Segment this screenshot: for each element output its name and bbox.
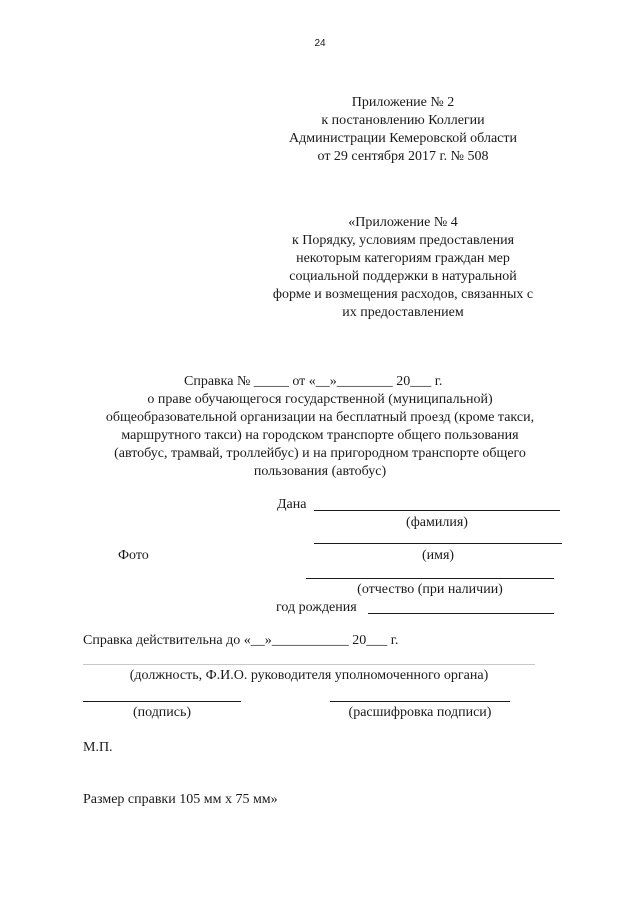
valid-until: Справка действительна до «__»___________ 20___ г. xyxy=(83,633,399,648)
appendix-4-line: социальной поддержки в натуральной xyxy=(289,269,517,284)
photo-label: Фото xyxy=(118,548,149,563)
appendix-4-line: к Порядку, условиям предоставления xyxy=(291,233,515,248)
appendix-2-block xyxy=(250,94,556,166)
patronymic-line xyxy=(306,578,554,579)
signature-line xyxy=(83,701,241,702)
surname-caption: (фамилия) xyxy=(406,515,468,530)
description-line: о праве обучающегося государственной (муниципальной) xyxy=(147,392,493,407)
appendix-4-line: некоторым категориям граждан мер xyxy=(296,251,510,266)
certificate-description xyxy=(60,391,580,481)
birth-year-label: год рождения xyxy=(276,600,357,615)
description-line: общеобразовательной организации на бесплатный проезд (кроме такси, xyxy=(105,410,535,425)
signature-caption: (подпись) xyxy=(132,705,192,720)
official-caption: (должность, Ф.И.О. руководителя уполномоченного органа) xyxy=(129,668,489,683)
name-line xyxy=(314,543,562,544)
signature-decode-line xyxy=(330,701,510,702)
appendix-4-line: форме и возмещения расходов, связанных с xyxy=(272,287,534,302)
description-line: (автобус, трамвай, троллейбус) и на пригородном транспорте общего xyxy=(114,446,526,461)
name-caption: (имя) xyxy=(421,548,455,563)
description-line: пользования (автобус) xyxy=(253,464,387,479)
appendix-4-line: «Приложение № 4 xyxy=(348,215,458,230)
official-line xyxy=(83,664,535,665)
appendix-4-line: их предоставлением xyxy=(342,305,464,320)
appendix-2-line: от 29 сентября 2017 г. № 508 xyxy=(317,149,489,164)
page-number: 24 xyxy=(314,38,326,49)
certificate-title: Справка № _____ от «__»________ 20___ г. xyxy=(184,374,443,389)
stamp-label: М.П. xyxy=(83,740,113,755)
signature-decode-caption: (расшифровка подписи) xyxy=(348,705,492,720)
size-note: Размер справки 105 мм х 75 мм» xyxy=(83,792,278,807)
patronymic-caption: (отчество (при наличии) xyxy=(357,582,503,597)
appendix-4-block xyxy=(250,214,556,322)
appendix-2-line: к постановлению Коллегии xyxy=(321,113,485,128)
issued-to-label: Дана xyxy=(277,497,307,512)
description-line: маршрутного такси) на городском транспорте общего пользования xyxy=(121,428,519,443)
appendix-2-line: Приложение № 2 xyxy=(351,95,455,110)
birth-year-line xyxy=(368,613,554,614)
appendix-2-line: Администрации Кемеровской области xyxy=(289,131,517,146)
surname-line xyxy=(314,510,560,511)
